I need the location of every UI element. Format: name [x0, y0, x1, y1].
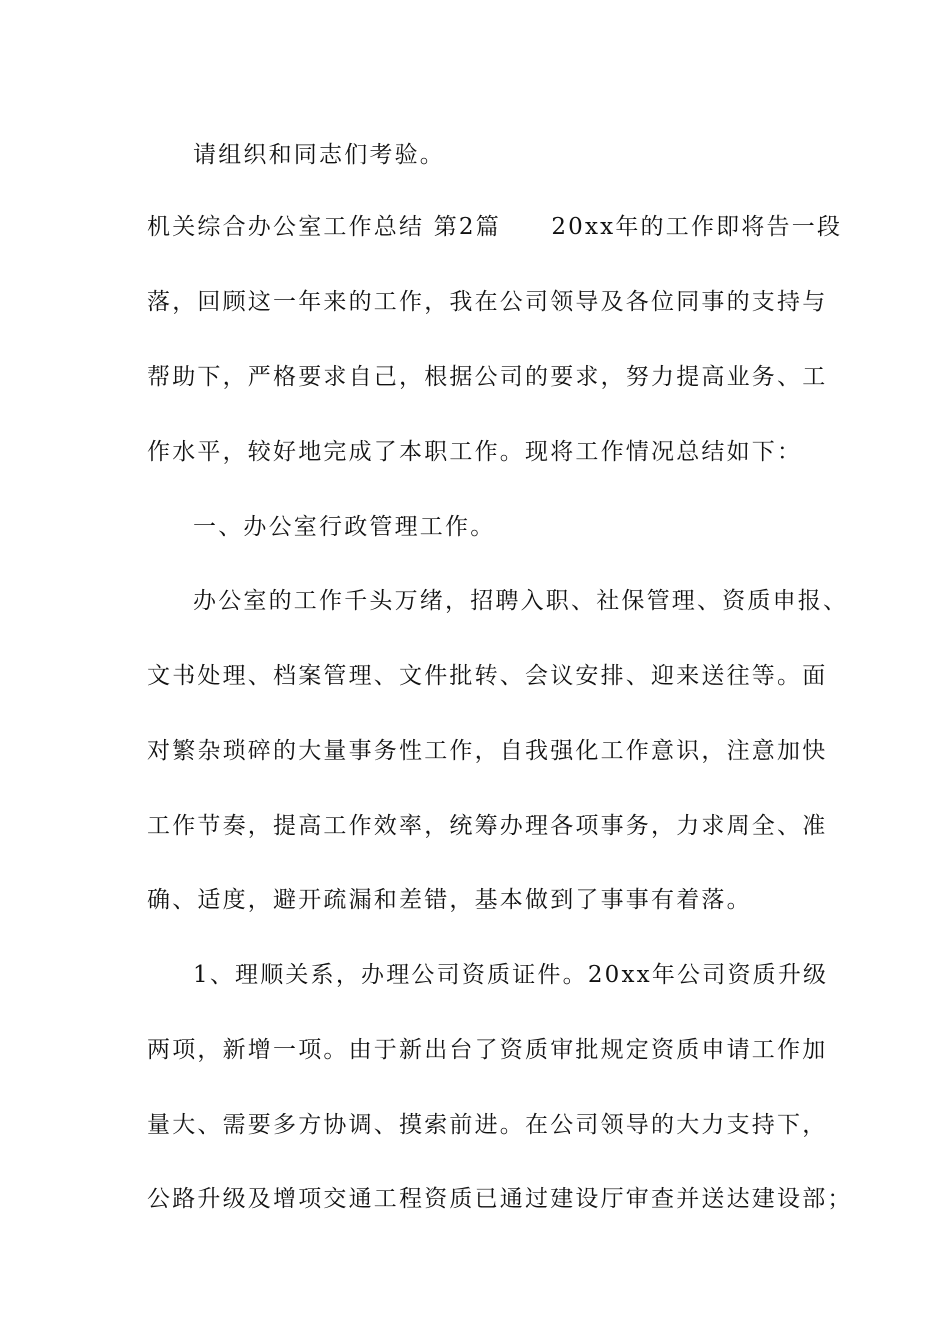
text-line: 落，回顾这一年来的工作，我在公司领导及各位同事的支持与	[147, 289, 828, 315]
section-heading: 一、办公室行政管理工作。	[193, 514, 496, 540]
text-line: 确、适度，避开疏漏和差错，基本做到了事事有着落。	[147, 887, 752, 913]
text-line: 1、理顺关系，办理公司资质证件。20xx年公司资质升级	[193, 962, 829, 988]
text-line: 请组织和同志们考验。	[193, 142, 445, 168]
text-line: 对繁杂琐碎的大量事务性工作，自我强化工作意识，注意加快	[147, 738, 828, 764]
text-line: 工作节奏，提高工作效率，统筹办理各项事务，力求周全、准	[147, 813, 828, 839]
text-line: 公路升级及增项交通工程资质已通过建设厅审查并送达建设部；	[147, 1186, 853, 1212]
text-line: 机关综合办公室工作总结 第2篇 20xx年的工作即将告一段	[147, 214, 843, 240]
text-line: 作水平，较好地完成了本职工作。现将工作情况总结如下：	[147, 439, 803, 465]
text-line: 帮助下，严格要求自己，根据公司的要求，努力提高业务、工	[147, 364, 828, 390]
text-line: 量大、需要多方协调、摸索前进。在公司领导的大力支持下，	[147, 1112, 828, 1138]
text-line: 办公室的工作千头万绪，招聘入职、社保管理、资质申报、	[193, 588, 849, 614]
text-line: 文书处理、档案管理、文件批转、会议安排、迎来送往等。面	[147, 663, 828, 689]
text-line: 两项，新增一项。由于新出台了资质审批规定资质申请工作加	[147, 1037, 828, 1063]
